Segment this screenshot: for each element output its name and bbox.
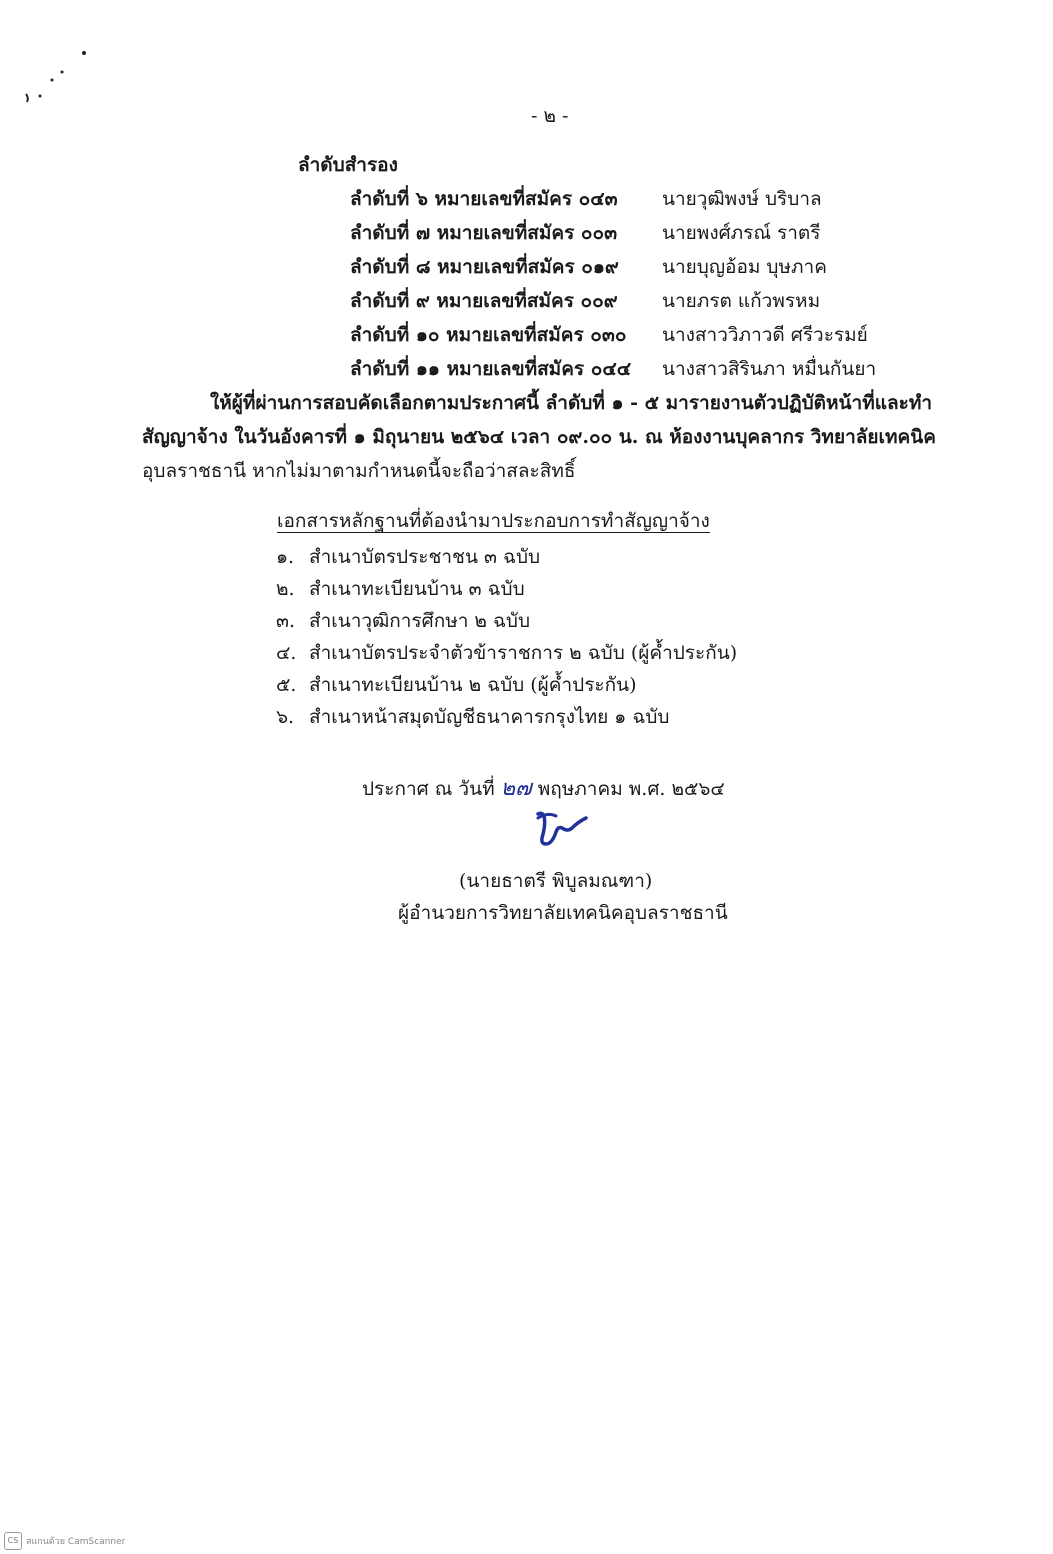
signer-position: ผู้อำนวยการวิทยาลัยเทคนิคอุบลราชธานี xyxy=(398,902,728,924)
document-number: ๓. xyxy=(276,610,296,632)
document-item: สำเนาวุฒิการศึกษา ๒ ฉบับ xyxy=(309,610,531,632)
document-item: สำเนาทะเบียนบ้าน ๓ ฉบับ xyxy=(309,578,525,600)
document-number: ๒. xyxy=(276,578,295,600)
scanner-text: สแกนด้วย CamScanner xyxy=(26,1537,126,1547)
reserve-label: ลำดับที่ ๑๑ หมายเลขที่สมัคร ๐๔๔ xyxy=(350,358,632,380)
paragraph-line: สัญญาจ้าง ในวันอังคารที่ ๑ มิถุนายน ๒๕๖๔ เวลา ๐๙.๐๐ น. ณ ห้องงานบุคลากร วิทยาลัยเทคนิค xyxy=(142,426,936,448)
paragraph-line: ให้ผู้ที่ผ่านการสอบคัดเลือกตามประกาศนี้ ลำดับที่ ๑ - ๕ มารายงานตัวปฏิบัติหน้าที่และทำ xyxy=(210,392,933,414)
handwritten-day: ๒๗ xyxy=(500,776,532,801)
document-item: สำเนาทะเบียนบ้าน ๒ ฉบับ (ผู้ค้ำประกัน) xyxy=(309,674,637,696)
reserve-name: นายวุฒิพงษ์ บริบาล xyxy=(662,188,822,210)
camscanner-logo-icon: CS xyxy=(4,1532,22,1550)
signer-name: (นายธาตรี พิบูลมณฑา) xyxy=(459,870,653,892)
reserve-label: ลำดับที่ ๖ หมายเลขที่สมัคร ๐๔๓ xyxy=(350,188,618,210)
reserve-label: ลำดับที่ ๑๐ หมายเลขที่สมัคร ๐๓๐ xyxy=(350,324,627,346)
reserve-name: นางสาวสิรินภา หมื่นกันยา xyxy=(662,358,877,380)
reserve-name: นายภรต แก้วพรหม xyxy=(662,290,821,312)
announcement-date xyxy=(362,770,725,805)
section-title: ลำดับสำรอง xyxy=(298,154,398,176)
document-number: ๕. xyxy=(276,674,297,696)
reserve-name: นายพงศ์ภรณ์ ราตรี xyxy=(662,222,821,244)
document-number: ๔. xyxy=(276,642,297,664)
document-item: สำเนาบัตรประชาชน ๓ ฉบับ xyxy=(309,546,541,568)
scanner-watermark xyxy=(4,1532,125,1550)
paragraph-line: อุบลราชธานี หากไม่มาตามกำหนดนี้จะถือว่าสละสิทธิ์ xyxy=(142,460,576,482)
reserve-name: นางสาววิภาวดี ศรีวะรมย์ xyxy=(662,324,868,346)
signature-image xyxy=(532,806,596,850)
announcement-prefix: ประกาศ ณ วันที่ xyxy=(362,778,495,800)
reserve-label: ลำดับที่ ๘ หมายเลขที่สมัคร ๐๑๙ xyxy=(350,256,619,278)
document-item: สำเนาบัตรประจำตัวข้าราชการ ๒ ฉบับ (ผู้ค้ำประกัน) xyxy=(309,642,738,664)
reserve-name: นายบุญอ้อม บุษภาค xyxy=(662,256,827,278)
document-number: ๑. xyxy=(276,546,295,568)
document-item: สำเนาหน้าสมุดบัญชีธนาคารกรุงไทย ๑ ฉบับ xyxy=(309,706,670,728)
scan-marks xyxy=(16,44,96,114)
reserve-label: ลำดับที่ ๗ หมายเลขที่สมัคร ๐๐๓ xyxy=(350,222,618,244)
page-number: - ๒ - xyxy=(531,105,569,127)
document-number: ๖. xyxy=(276,706,295,728)
reserve-label: ลำดับที่ ๙ หมายเลขที่สมัคร ๐๐๙ xyxy=(350,290,618,312)
announcement-suffix: พฤษภาคม พ.ศ. ๒๕๖๔ xyxy=(537,778,725,800)
documents-heading: เอกสารหลักฐานที่ต้องนำมาประกอบการทำสัญญาจ้าง xyxy=(277,510,710,532)
